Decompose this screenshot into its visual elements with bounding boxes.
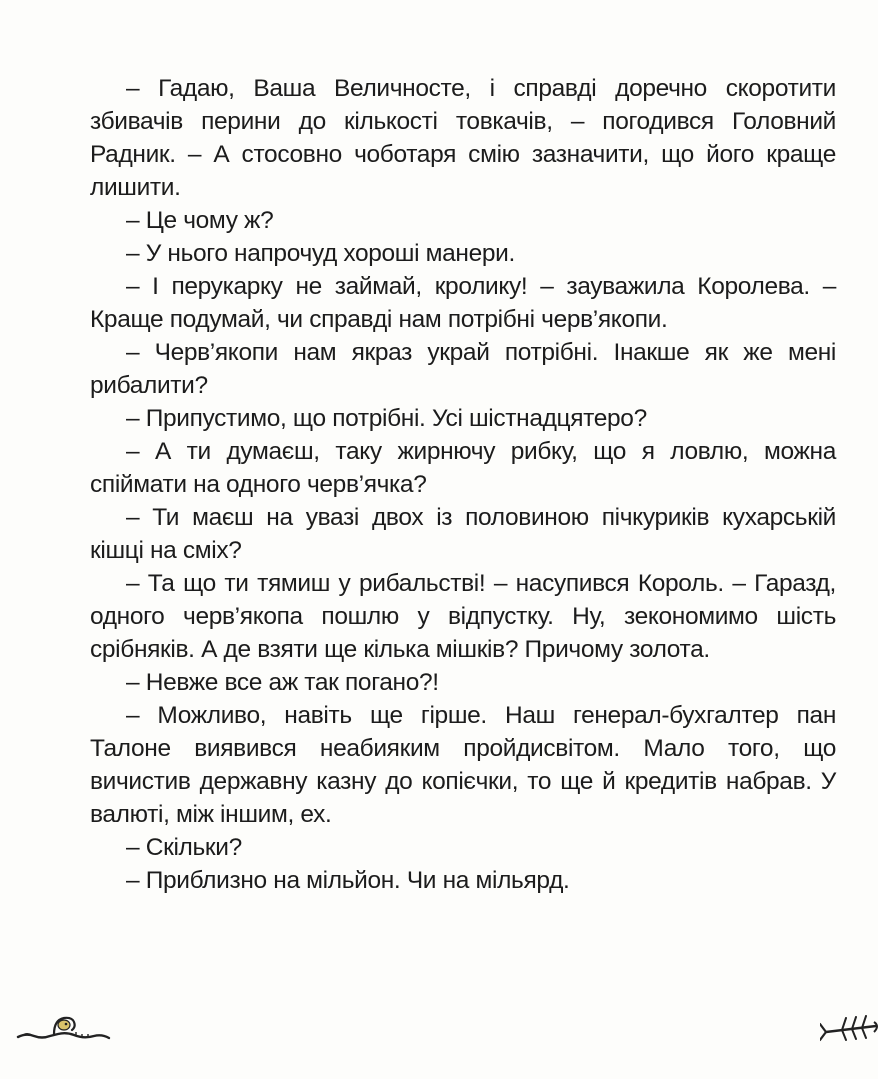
worm-icon: [14, 1012, 112, 1044]
fishbone-icon: [820, 1004, 878, 1050]
paragraph: – Це чому ж?: [126, 207, 274, 234]
paragraph: – Та що ти тямиш у рибальстві! – насупився Король. – Гаразд, одного черв’якопа пошлю у відпустку. Ну, зекономимо шість срібняків. А де взяти ще кілька мішків? Причому золота.: [90, 570, 836, 663]
paragraph: – Ти маєш на увазі двох із половиною пічкуриків кухарській кішці на сміх?: [90, 504, 836, 564]
paragraph: – Можливо, навіть ще гірше. Наш генерал-бухгалтер пан Талоне виявився неабияким пройдисвітом. Мало того, що вичистив державну казну до копієчки, то ще й кредитів набрав. У валюті, між іншим, ех.: [90, 702, 836, 828]
paragraph: – У нього напрочуд хороші манери.: [126, 240, 515, 267]
page-text: [90, 72, 836, 897]
paragraph: – Гадаю, Ваша Величносте, і справді доречно скоротити збивачів перини до кількості товкачів, – погодився Головний Радник. – А стосовно чоботаря смію зазначити, що його краще лишити.: [90, 75, 836, 201]
paragraph: – Припустимо, що потрібні. Усі шістнадцятеро?: [126, 405, 647, 432]
paragraph: – Черв’якопи нам якраз украй потрібні. Інакше як же мені рибалити?: [90, 339, 836, 399]
paragraph: – Приблизно на мільйон. Чи на мільярд.: [126, 867, 570, 894]
paragraph: – І перукарку не займай, кролику! – зауважила Королева. – Краще подумай, чи справді нам потрібні черв’якопи.: [90, 273, 836, 333]
paragraph: – Невже все аж так погано?!: [126, 669, 439, 696]
paragraph: – А ти думаєш, таку жирнючу рибку, що я ловлю, можна спіймати на одного черв’ячка?: [90, 438, 836, 498]
paragraph: – Скільки?: [126, 834, 242, 861]
